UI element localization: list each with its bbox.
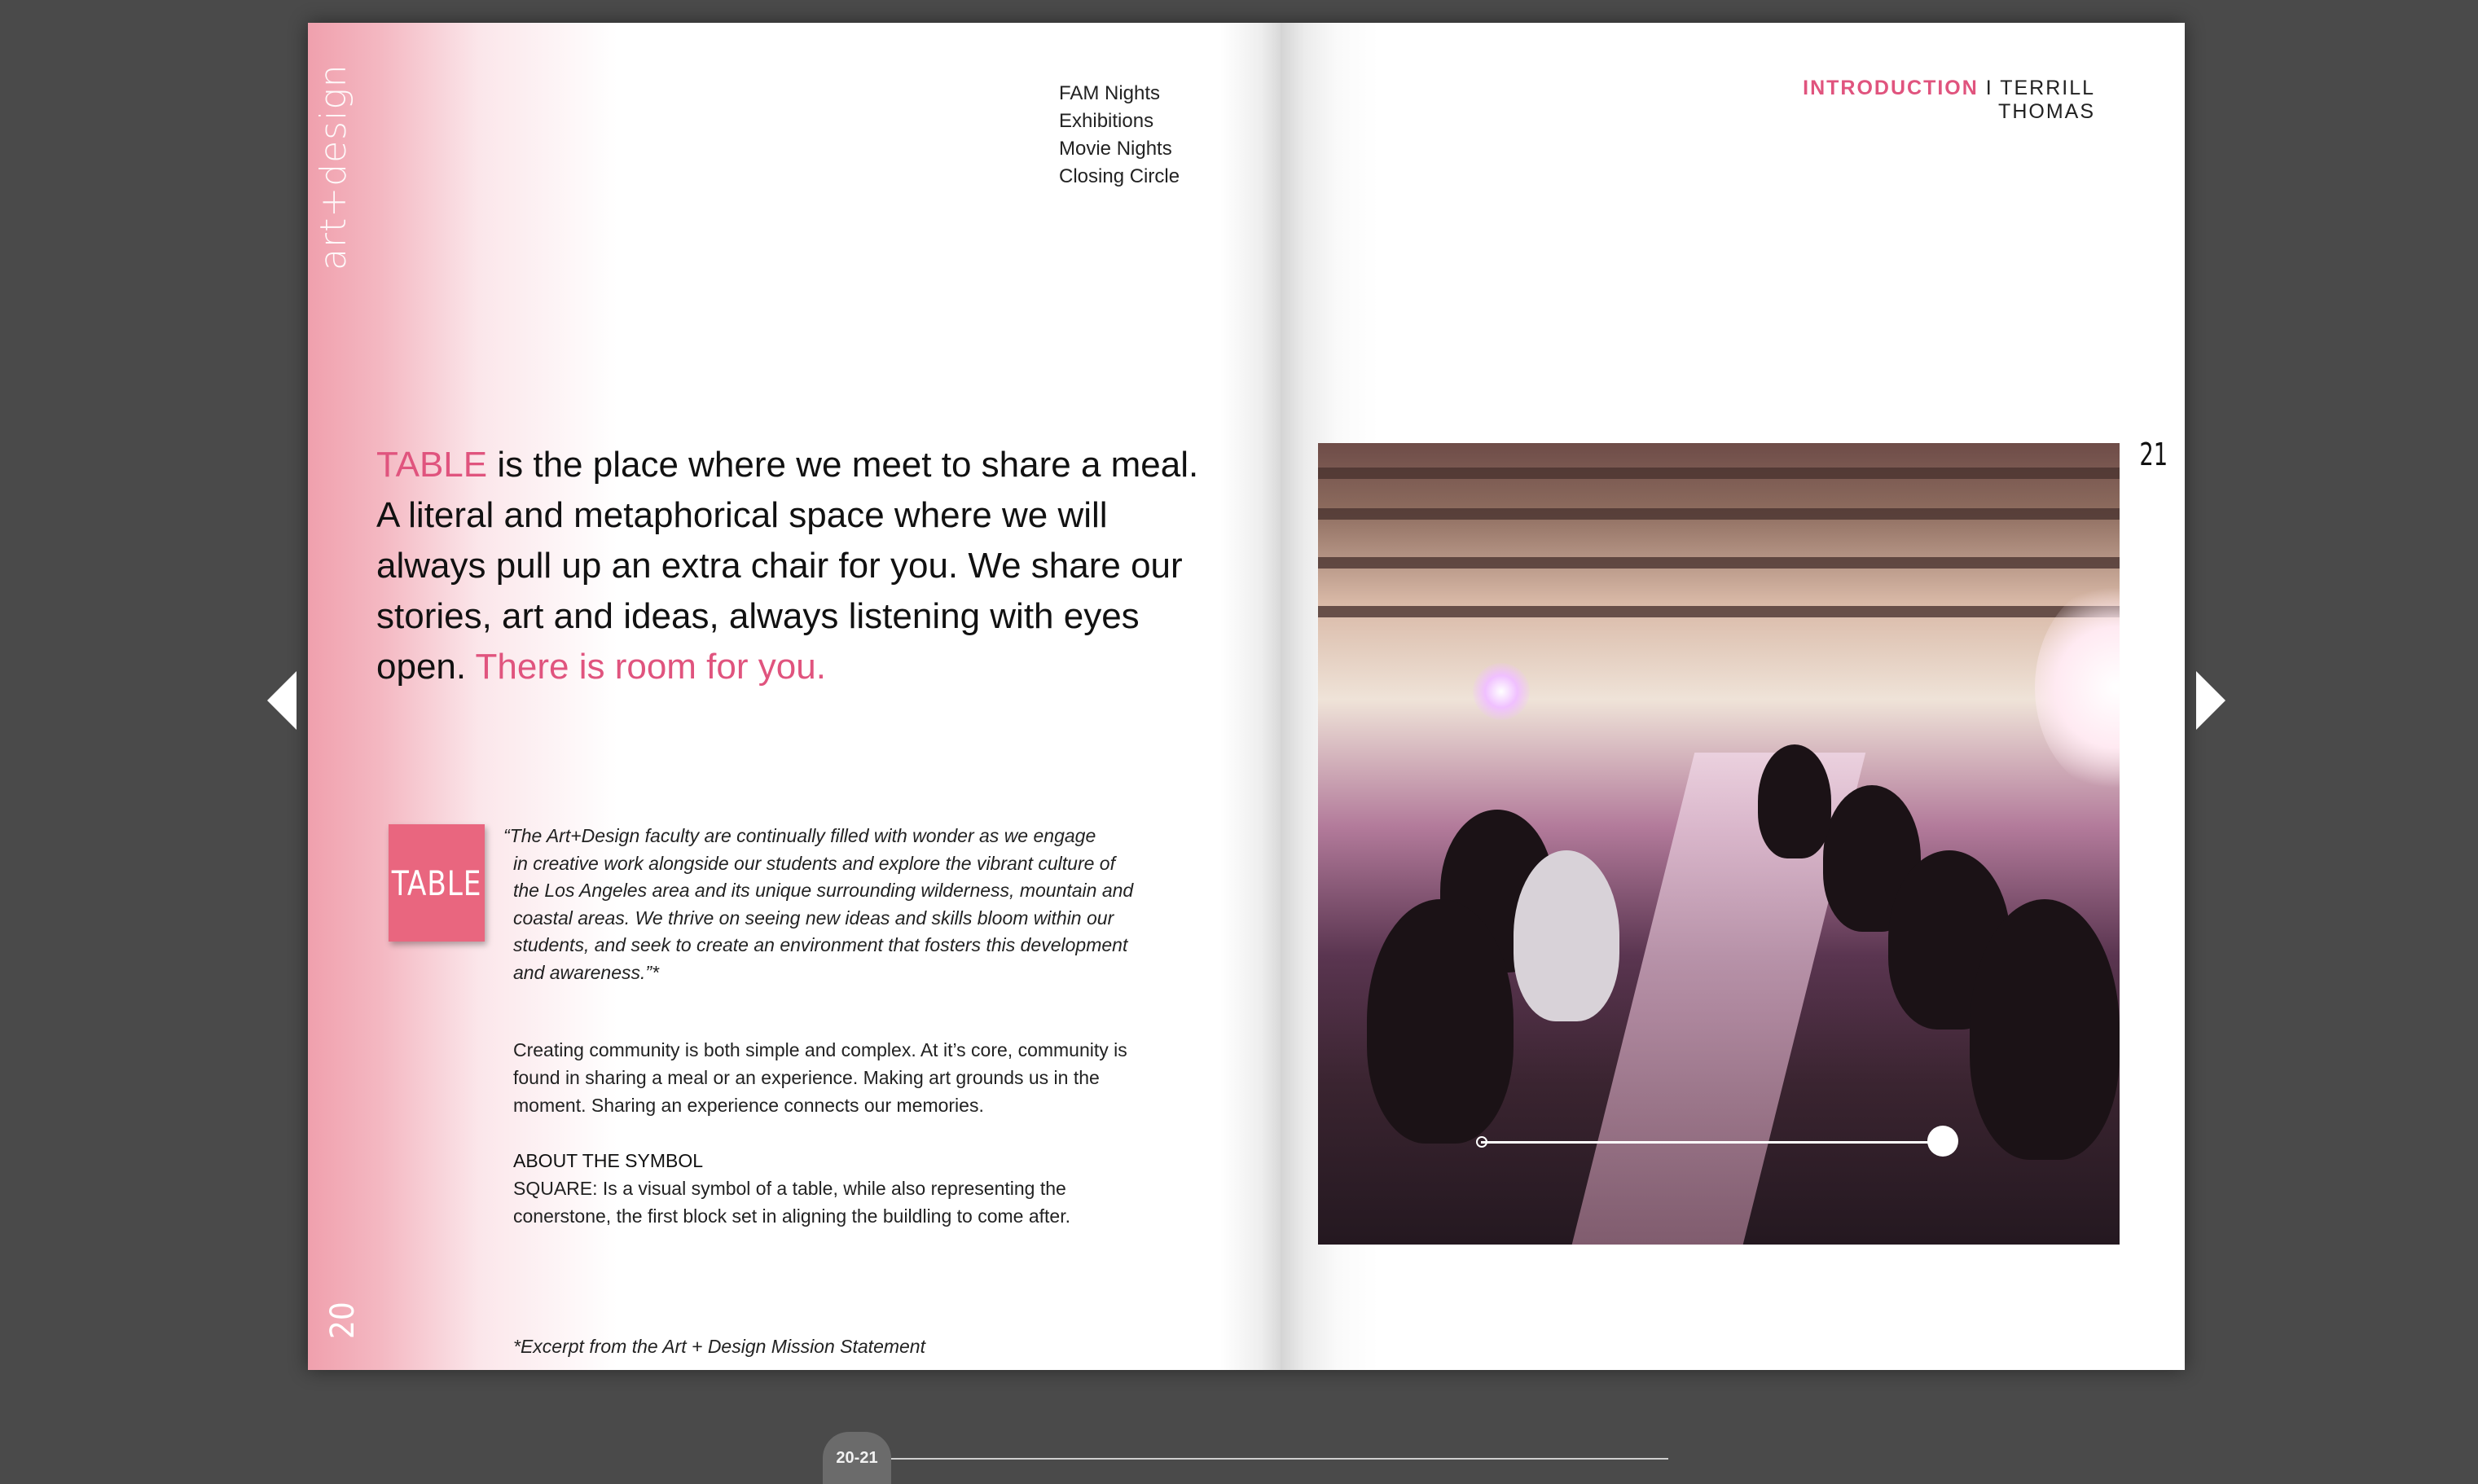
triangle-left-icon[interactable] (267, 671, 297, 730)
mission-quote (503, 823, 1171, 986)
quote-line: and awareness.”* (513, 961, 659, 983)
events-list (1059, 80, 1180, 191)
page-progress-track[interactable] (890, 1458, 1668, 1460)
ceiling-beam (1318, 606, 2120, 617)
page-number-20: 20 (324, 1302, 362, 1339)
symbol-line: conerstone, the first block set in aligning the buildling to come after. (513, 1205, 1071, 1227)
quote-line: coastal areas. We thrive on seeing new ideas and skills bloom within our (513, 907, 1114, 929)
guest (1758, 744, 1831, 858)
lead-statement (376, 440, 1224, 692)
ceiling-beam (1318, 468, 2120, 479)
dinner-photo (1318, 443, 2120, 1245)
guest (1970, 899, 2120, 1160)
header-author: TERRILL THOMAS (1998, 77, 2095, 123)
photo-slider-start (1476, 1136, 1487, 1148)
page-progress-badge[interactable]: 20-21 (823, 1432, 891, 1484)
header-separator: I (1978, 77, 2001, 99)
quote-line: students, and seek to create an environment that fosters this development (513, 934, 1128, 955)
body-line: found in sharing a meal or an experience. Making art grounds us in the (513, 1067, 1100, 1088)
ceiling-beam (1318, 557, 2120, 569)
side-brand-label: art+design (313, 64, 354, 270)
guest (1514, 850, 1619, 1021)
photo-slider-track[interactable] (1481, 1141, 1944, 1144)
lead-highlight: TABLE (376, 445, 488, 485)
lead-closing: There is room for you. (475, 647, 826, 687)
events-list-item: Movie Nights (1059, 138, 1172, 160)
community-paragraph (513, 1036, 1181, 1119)
symbol-heading: ABOUT THE SYMBOL (513, 1150, 704, 1171)
page-20 (308, 23, 1281, 1370)
page-number-21: 21 (2139, 437, 2168, 472)
events-list-item: FAM Nights (1059, 82, 1161, 104)
lead-text: is the place where we meet to share a meal. A literal and metaphorical space where we will always pull up an extra chair for you. We share our stories, art and ideas, always listening with eyes open. (376, 445, 1199, 687)
guest (1367, 899, 1514, 1144)
ceiling-beam (1318, 508, 2120, 520)
footnote: *Excerpt from the Art + Design Mission Statement (513, 1336, 925, 1357)
table-logo: TABLE (389, 824, 485, 942)
quote-line: in creative work alongside our students and explore the vibrant culture of (513, 852, 1115, 874)
events-list-item: Closing Circle (1059, 165, 1180, 187)
body-line: moment. Sharing an experience connects our memories. (513, 1095, 984, 1116)
body-line: Creating community is both simple and complex. At it’s core, community is (513, 1039, 1127, 1060)
header-section: INTRODUCTION (1803, 77, 1979, 99)
symbol-line: SQUARE: Is a visual symbol of a table, while also representing the (513, 1178, 1066, 1199)
quote-line: “The Art+Design faculty are continually filled with wonder as we engage (503, 825, 1096, 846)
running-header (1737, 77, 2095, 124)
quote-line: the Los Angeles area and its unique surrounding wilderness, mountain and (513, 880, 1134, 901)
studio-light (1473, 663, 1530, 720)
triangle-right-icon[interactable] (2196, 671, 2225, 730)
photo-slider-handle[interactable] (1927, 1126, 1958, 1157)
events-list-item: Exhibitions (1059, 110, 1154, 132)
symbol-section (513, 1147, 1181, 1230)
